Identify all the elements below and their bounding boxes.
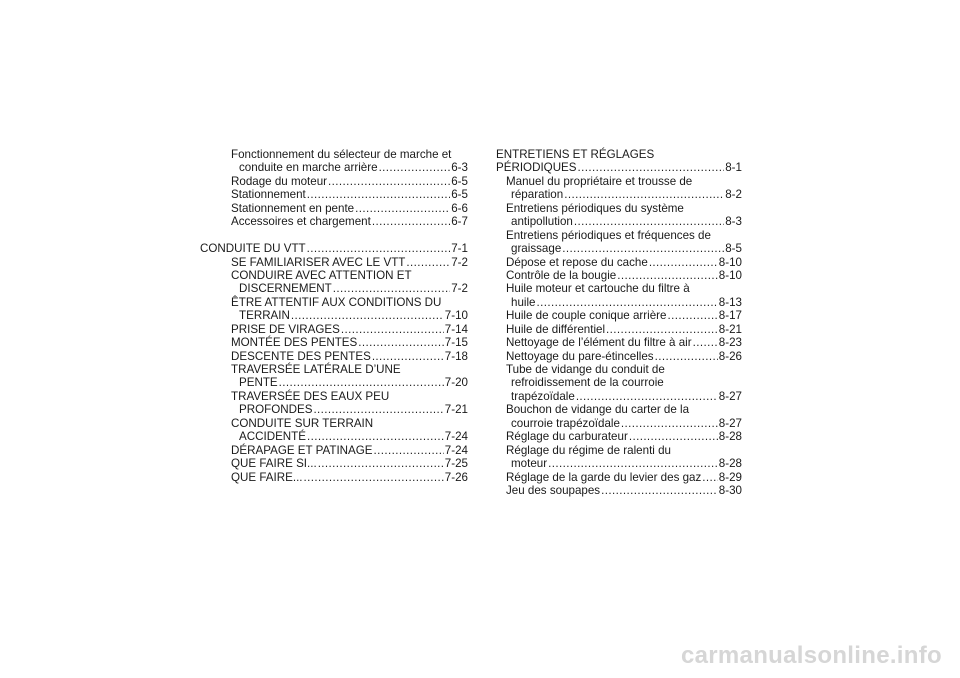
toc-entry-title: DISCERNEMENT [239,282,332,296]
toc-entry [496,444,742,457]
toc-entry [200,296,468,309]
toc-entry [496,417,742,430]
toc-entry [200,188,468,201]
toc-entry [200,417,468,430]
toc-entry-title: Stationnement en pente [231,201,355,215]
toc-page-number: 7-14 [444,322,468,336]
toc-entry-title: Contrôle de la bougie [506,268,617,282]
toc-entry-title: moteur [511,457,548,471]
toc-page-number: 8-1 [725,161,742,175]
toc-page-number: 8-21 [718,322,742,336]
toc-dot-leader [355,202,450,215]
toc-entry-title: Entretiens périodiques du système [506,201,684,215]
toc-entry-title: Nettoyage de l’élément du filtre à air [506,336,692,350]
toc-entry-title: Huile de différentiel [506,322,606,336]
toc-dot-leader [629,430,718,443]
toc-entry [496,457,742,470]
toc-entry [496,202,742,215]
watermark: carmanualsonline.info [680,642,942,669]
toc-entry [496,336,742,349]
toc-right-column [496,148,742,497]
toc-entry-title: antipollution [511,215,573,229]
toc-chapter-entry [200,242,468,255]
toc-entry-title: Fonctionnement du sélecteur de marche et [231,148,452,161]
toc-dot-leader [358,336,444,349]
toc-page-number: 7-24 [444,443,468,457]
toc-entry-title: Entretiens périodiques et fréquences de [506,228,711,242]
toc-entry-title: CONDUIRE AVEC ATTENTION ET [231,268,412,282]
toc-dot-leader [617,269,718,282]
toc-page-number: 8-3 [725,215,742,229]
toc-entry [200,350,468,363]
toc-dot-leader [291,309,444,322]
toc-entry-title: MONTÉE DES PENTES [231,336,358,350]
toc-page-number: 7-26 [444,470,468,484]
toc-entry-title: DÉRAPAGE ET PATINAGE [231,443,373,457]
toc-entry-title: Manuel du propriétaire et trousse de [506,174,693,188]
toc-entry-title: PÉRIODIQUES [496,161,577,175]
toc-page-number: 8-28 [718,457,742,471]
toc-page-number: 8-27 [718,416,742,430]
toc-entry-title: trapézoïdale [511,389,575,403]
toc-dot-leader [374,444,444,457]
toc-entry-title: Nettoyage du pare-étincelles [506,349,654,363]
toc-entry-title: refroidissement de la courroie [511,376,664,390]
toc-dot-leader [313,403,443,416]
toc-chapter-entry [496,161,742,174]
toc-entry-title: TRAVERSÉE LATÉRALE D’UNE [231,363,401,376]
toc-entry [496,430,742,443]
toc-entry-title: Stationnement [231,188,306,202]
toc-entry [496,229,742,242]
toc-entry-title: Bouchon de vidange du carter de la [506,403,690,417]
toc-entry [200,390,468,403]
toc-dot-leader [372,350,444,363]
toc-entry [200,202,468,215]
toc-page-number: 8-13 [718,295,742,309]
toc-dot-leader [307,430,444,443]
toc-entry-title: Réglage du carburateur [506,430,628,444]
toc-entry-title: QUE FAIRE SI... [231,457,317,471]
toc-entry [496,309,742,322]
toc-page-number: 8-27 [718,389,742,403]
toc-entry-title: Accessoires et chargement [231,215,371,229]
toc-page-number: 8-29 [718,470,742,484]
toc-entry [496,403,742,416]
toc-page-number: 7-25 [444,457,468,471]
toc-entry-title: ACCIDENTÉ [239,430,306,444]
toc-dot-leader [576,390,718,403]
toc-page-number: 8-26 [718,349,742,363]
toc-page-number: 6-5 [451,174,468,188]
toc-entry-title: CONDUITE SUR TERRAIN [231,416,374,430]
toc-entry [200,457,468,470]
toc-entry [200,161,468,174]
toc-page-number: 8-28 [718,430,742,444]
toc-entry [496,282,742,295]
toc-dot-leader [406,256,450,269]
toc-entry [496,256,742,269]
toc-entry-title: Réglage de la garde du levier des gaz [506,470,702,484]
toc-page-number: 7-2 [451,255,468,269]
toc-dot-leader [564,188,724,201]
toc-dot-leader [537,296,718,309]
toc-entry [496,376,742,389]
toc-entry-title: QUE FAIRE... [231,470,303,484]
toc-entry-title: graissage [511,242,562,256]
toc-entry-title: ÊTRE ATTENTIF AUX CONDITIONS DU [231,295,442,309]
toc-page-number: 7-24 [444,430,468,444]
toc-dot-leader [667,309,717,322]
toc-dot-leader [606,323,718,336]
toc-entry [200,148,468,161]
toc-entry [200,471,468,484]
toc-entry [200,403,468,416]
toc-page-number: 7-18 [444,349,468,363]
toc-entry-title: PROFONDES [239,403,313,417]
toc-entry-title: Huile de couple conique arrière [506,309,667,323]
toc-entry [496,363,742,376]
toc-entry-title: SE FAMILIARISER AVEC LE VTT [231,255,406,269]
toc-entry [496,484,742,497]
toc-entry-title: Dépose et repose du cache [506,255,648,269]
toc-page-number: 6-7 [451,215,468,229]
toc-dot-leader [328,175,450,188]
toc-entry-title: courroie trapézoïdale [511,416,620,430]
toc-entry-title: conduite en marche arrière [239,161,378,175]
toc-entry [496,175,742,188]
toc-entry [496,350,742,363]
toc-entry-title: réparation [511,188,564,202]
toc-entry-title: CONDUITE DU VTT [200,242,306,256]
toc-entry-title: DESCENTE DES PENTES [231,349,371,363]
toc-dot-leader [702,471,717,484]
toc-page-number: 8-23 [718,336,742,350]
toc-dot-leader [548,457,718,470]
toc-chapter-entry [496,148,742,161]
toc-entry [496,296,742,309]
toc-entry [496,269,742,282]
toc-entry-title: TRAVERSÉE DES EAUX PEU [231,389,390,403]
toc-dot-leader [562,242,724,255]
toc-dot-leader [649,256,718,269]
toc-entry-title: TERRAIN [239,309,290,323]
toc-entry [200,323,468,336]
toc-page-number: 8-2 [725,188,742,202]
toc-dot-leader [693,336,718,349]
toc-entry [200,269,468,282]
toc-dot-leader [341,323,444,336]
toc-entry-title: huile [511,295,536,309]
toc-dot-leader [372,215,450,228]
toc-entry [496,323,742,336]
toc-dot-leader [279,376,444,389]
toc-dot-leader [621,417,718,430]
toc-entry [200,175,468,188]
toc-page-number: 7-20 [444,376,468,390]
toc-page-number: 8-30 [718,483,742,497]
toc-dot-leader [333,282,450,295]
toc-entry-title: PENTE [239,376,278,390]
toc-page-number: 8-5 [725,242,742,256]
toc-entry [200,336,468,349]
toc-entry [496,188,742,201]
toc-dot-leader [379,161,451,174]
toc-dot-leader [304,471,444,484]
toc-page-number: 7-10 [444,309,468,323]
toc-entry [496,471,742,484]
toc-page-number: 8-10 [718,268,742,282]
toc-page-number: 7-15 [444,336,468,350]
toc-spacer [200,229,468,242]
toc-page-number: 7-1 [451,242,468,256]
toc-entry [496,390,742,403]
toc-entry [200,376,468,389]
toc-dot-leader [318,457,444,470]
toc-entry [200,444,468,457]
toc-entry-title: PRISE DE VIRAGES [231,322,340,336]
toc-dot-leader [307,242,451,255]
toc-entry-title: ENTRETIENS ET RÉGLAGES [496,148,655,161]
toc-page-number: 6-5 [451,188,468,202]
toc-entry [200,363,468,376]
toc-page-number: 7-2 [451,282,468,296]
toc-page-number: 8-10 [718,255,742,269]
toc-entry [496,242,742,255]
toc-entry [200,256,468,269]
toc-page-number: 7-21 [444,403,468,417]
toc-entry-title: Réglage du régime de ralenti du [506,443,671,457]
toc-entry [200,309,468,322]
toc-entry [200,430,468,443]
toc-entry [496,215,742,228]
toc-entry-title: Tube de vidange du conduit de [506,363,665,376]
toc-left-column [200,148,468,484]
toc-dot-leader [578,161,725,174]
toc-entry-title: Jeu des soupapes [506,483,601,497]
toc-entry [200,282,468,295]
toc-entry-title: Huile moteur et cartouche du filtre à [506,282,690,296]
toc-page-number: 6-6 [451,201,468,215]
toc-page-number: 6-3 [451,161,468,175]
toc-page-number: 8-17 [718,309,742,323]
toc-dot-leader [307,188,450,201]
toc-entry [200,215,468,228]
toc-dot-leader [574,215,724,228]
toc-entry-title: Rodage du moteur [231,174,328,188]
toc-dot-leader [655,350,718,363]
toc-dot-leader [601,484,718,497]
